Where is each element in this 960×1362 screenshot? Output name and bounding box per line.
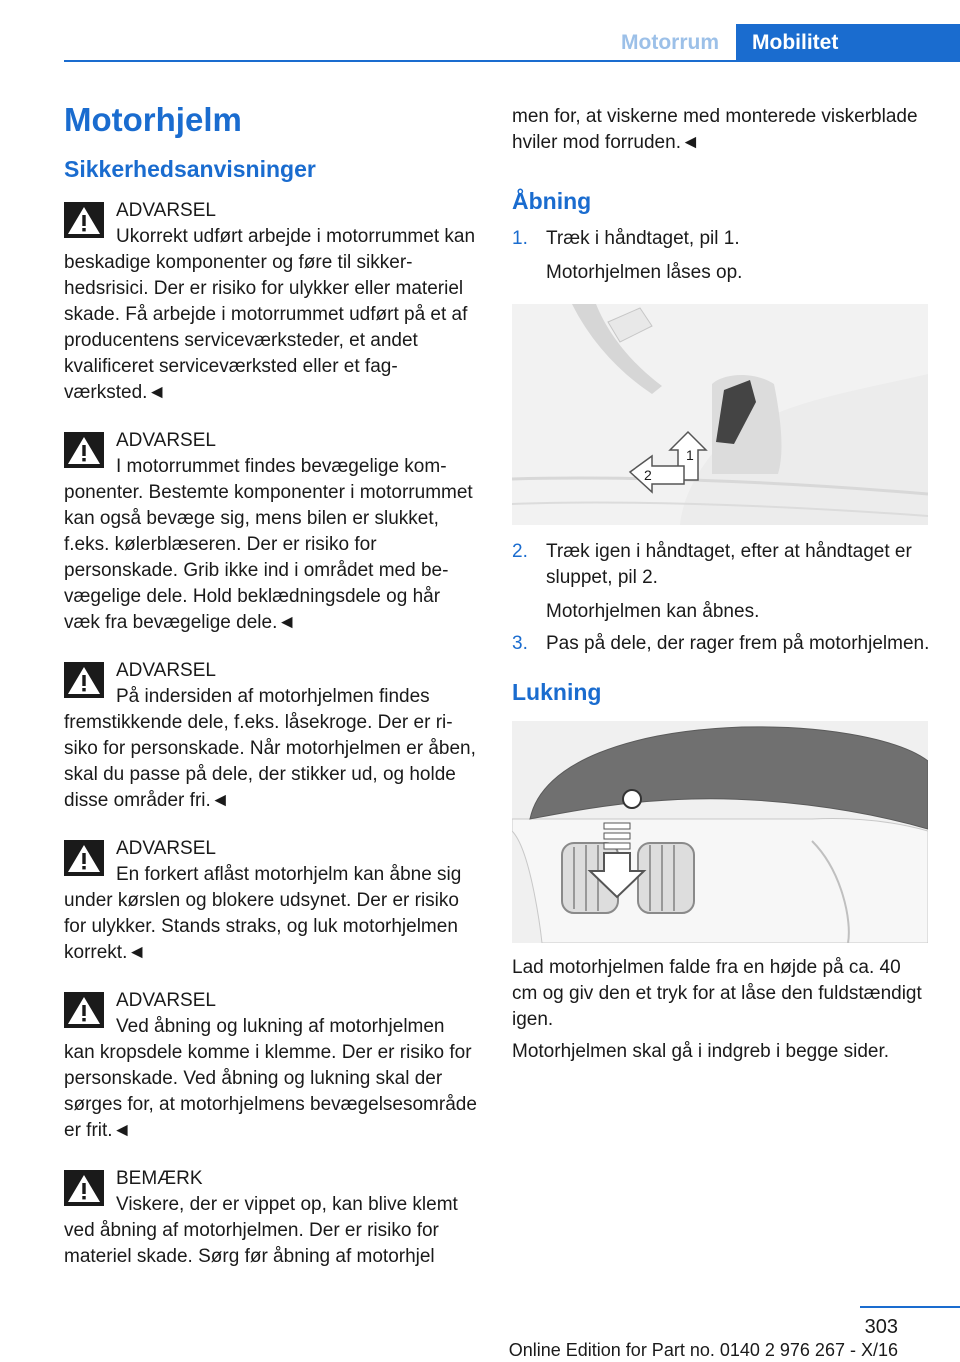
left-column bbox=[64, 98, 480, 1270]
warning-triangle-icon bbox=[64, 432, 104, 468]
warning-triangle-icon bbox=[64, 840, 104, 876]
notice-text: Viskere, der er vippet op, kan blive klemt ved åbning af motorhjelmen. Der er risiko for materiel skade. Sørg før åbning af motorhjel bbox=[64, 1194, 458, 1267]
warning-text: En forkert aflåst motorhjelm kan åbne sig under kørslen og blokere udsynet. Der er risiko for ulykker. Stands straks, og luk motorhjelmen korrekt.◄ bbox=[64, 864, 462, 963]
warning-text: Ukorrekt udført arbejde i motorrummet kan beskadige komponenter og føre til sikkerhedsrisici. Der er risiko for ulykker eller materiel skade. Få arbejde i motorrummet udført på et af producentens serviceværksteder, et andet kvalificeret serviceværksted eller et fagværksted.◄ bbox=[64, 226, 476, 403]
step-result: Motorhjelmen låses op. bbox=[546, 262, 743, 283]
step-result: Motorhjelmen kan åbnes. bbox=[546, 601, 760, 622]
section-title-safety: Sikkerhedsanvisninger bbox=[64, 156, 316, 182]
tab-mobilitet[interactable]: Mobilitet bbox=[736, 24, 960, 62]
warning-text: I motorrummet findes bevægelige komponenter. Bestemte komponenter i motorrummet kan også bevæge sig, mens bilen er slukket, f.eks. kølerblæseren. Der er risiko for personskade. Grib ikke ind i området med bevægelige dele. Hold beklædningsdele og hår væk fra bevægelige dele.◄ bbox=[64, 456, 473, 633]
step-text: Træk i håndtaget, pil 1. bbox=[546, 228, 740, 249]
right-column bbox=[512, 98, 930, 1065]
warning-triangle-icon bbox=[64, 992, 104, 1028]
opening-steps-continued bbox=[512, 539, 930, 657]
page-number: 303 bbox=[864, 1316, 898, 1338]
step-item bbox=[512, 226, 930, 286]
warning-triangle-icon bbox=[64, 662, 104, 698]
warning-label: ADVARSEL bbox=[116, 430, 216, 451]
edition-note: Online Edition for Part no. 0140 2 976 267 - X/16 bbox=[508, 1340, 898, 1360]
page-title: Motorhjelm bbox=[64, 101, 242, 138]
step-number: 1. bbox=[512, 228, 528, 249]
closing-paragraph: Lad motorhjelmen falde fra en højde på ca. 40 cm og giv den et tryk for at låse den fuldstændigt igen. bbox=[512, 957, 922, 1030]
continued-text: men for, at viskerne med monterede viskerblade hviler mod forruden.◄ bbox=[512, 106, 918, 153]
warning-block bbox=[64, 988, 480, 1144]
step-number: 2. bbox=[512, 541, 528, 562]
step-text: Pas på dele, der rager frem på motorhjelmen. bbox=[546, 633, 930, 654]
warning-block bbox=[64, 198, 480, 406]
tab-motorrum[interactable]: Motorrum bbox=[621, 31, 719, 54]
step-number: 3. bbox=[512, 633, 528, 654]
warning-triangle-icon bbox=[64, 1170, 104, 1206]
notice-label: BEMÆRK bbox=[116, 1168, 203, 1189]
hood-closing-illustration bbox=[512, 721, 928, 943]
warning-label: ADVARSEL bbox=[116, 200, 216, 221]
warning-block bbox=[64, 428, 480, 636]
step-item bbox=[512, 631, 930, 657]
warning-block bbox=[64, 658, 480, 814]
arrow-label: 1 bbox=[686, 447, 694, 463]
section-heading-opening: Åbning bbox=[512, 188, 592, 214]
step-item bbox=[512, 539, 930, 625]
warning-text: Ved åbning og lukning af motorhjelmen kan kropsdele komme i klemme. Der er risiko for personskade. Ved åbning og lukning skal der sørges for, at motorhjelmens bevægelsesområde er frit.◄ bbox=[64, 1016, 477, 1141]
opening-steps bbox=[512, 226, 930, 286]
section-heading-closing: Lukning bbox=[512, 679, 602, 705]
arrow-label: 2 bbox=[644, 467, 652, 483]
hood-release-lever-illustration bbox=[512, 304, 928, 525]
footer-rule bbox=[860, 1306, 960, 1308]
warning-label: ADVARSEL bbox=[116, 838, 216, 859]
warning-block bbox=[64, 836, 480, 966]
warning-label: ADVARSEL bbox=[116, 660, 216, 681]
header-rule bbox=[64, 60, 960, 62]
notice-block bbox=[64, 1166, 480, 1270]
closing-note: Motorhjelmen skal gå i indgreb i begge sider. bbox=[512, 1041, 890, 1062]
warning-label: ADVARSEL bbox=[116, 990, 216, 1011]
warning-triangle-icon bbox=[64, 202, 104, 238]
step-text: Træk igen i håndtaget, efter at håndtaget er sluppet, pil 2. bbox=[546, 541, 912, 588]
warning-text: På indersiden af motorhjelmen findes fremstikkende dele, f.eks. låsekroge. Der er risiko for personskade. Når motorhjelmen er åben, skal du passe på dele, der stikker ud, og holde disse områder fri.◄ bbox=[64, 686, 476, 811]
